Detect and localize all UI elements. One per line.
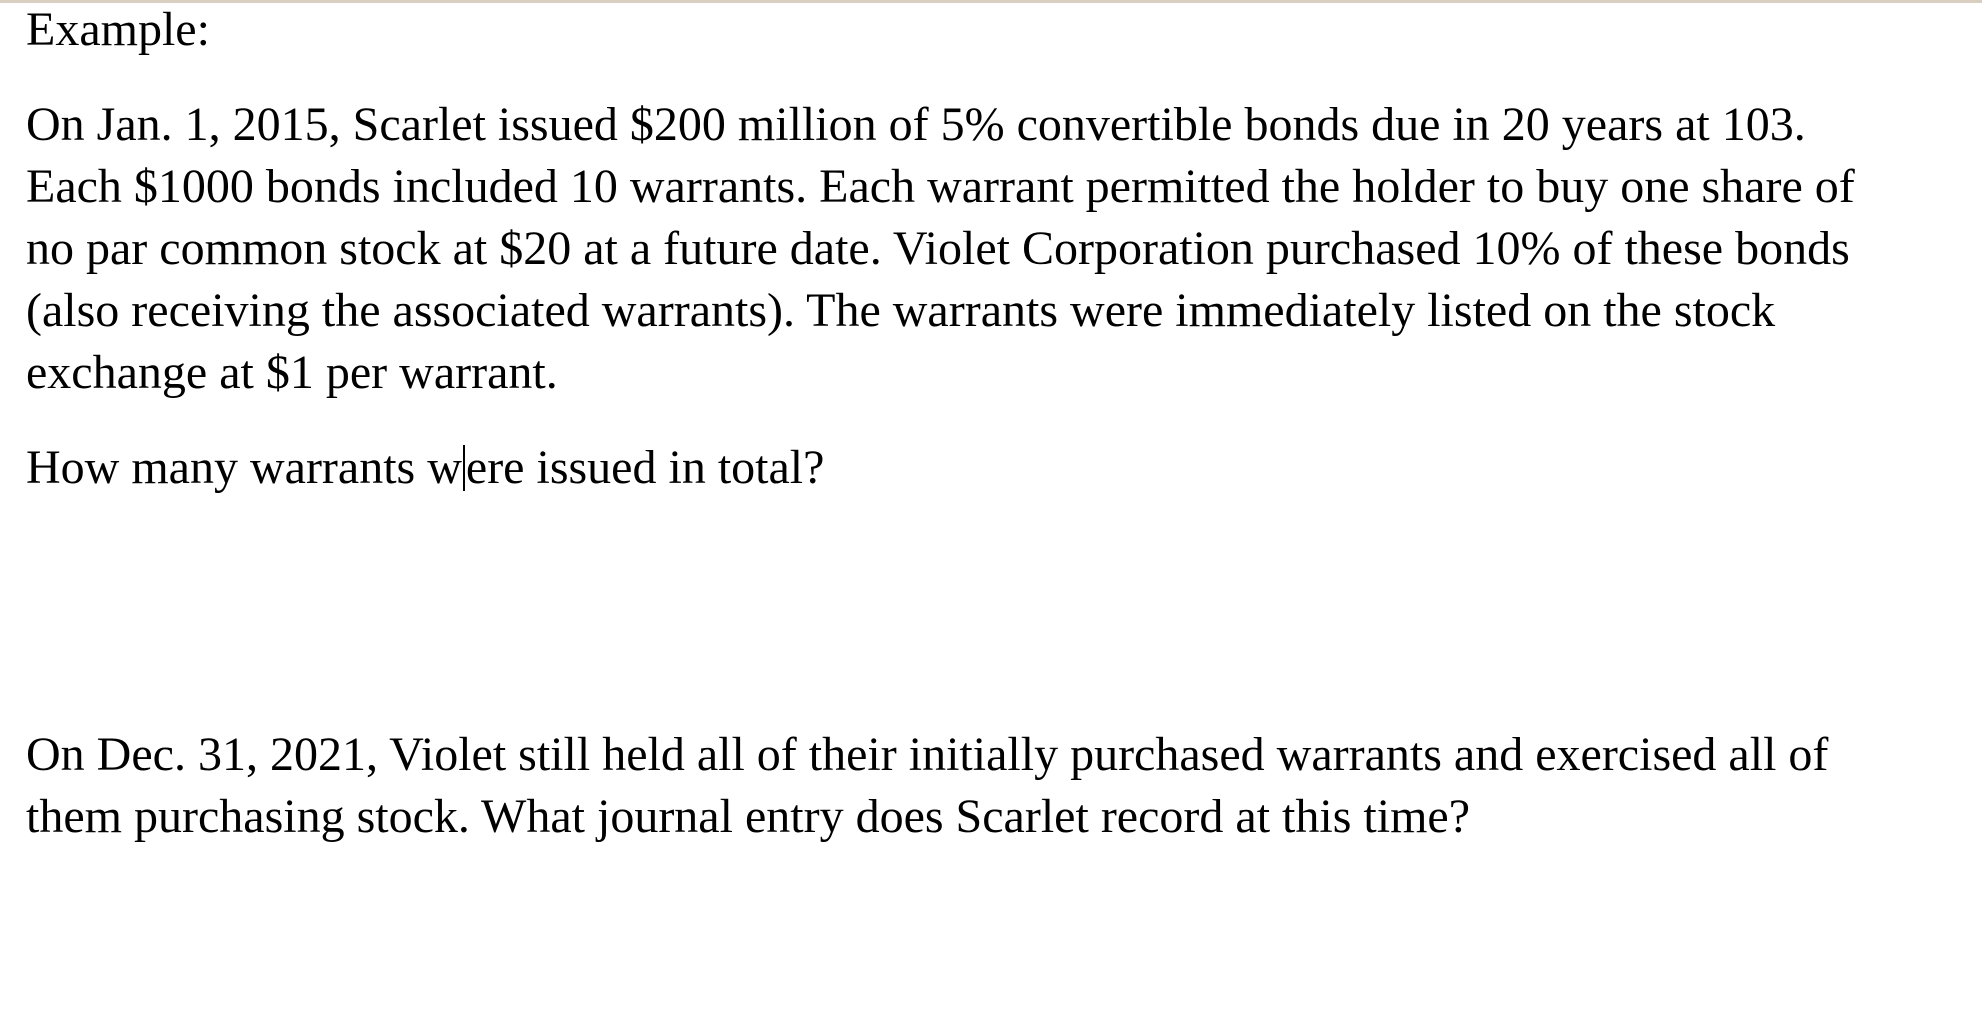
question-paragraph[interactable] — [26, 437, 1966, 499]
paragraph-line: no par common stock at $20 at a future date. Violet Corporation purchased 10% of these bonds — [26, 222, 1850, 275]
paragraph-line: (also receiving the associated warrants). The warrants were immediately listed on the stock — [26, 284, 1776, 337]
paragraph-line: On Dec. 31, 2021, Violet still held all of their initially purchased warrants and exercised all of — [26, 728, 1829, 781]
paragraph-line: Each $1000 bonds included 10 warrants. Each warrant permitted the holder to buy one share of — [26, 160, 1855, 213]
example-heading: Example: — [26, 3, 210, 56]
problem-paragraph[interactable] — [26, 94, 1966, 404]
window-top-border — [0, 0, 1982, 3]
question-text-after-cursor: ere issued in total? — [465, 441, 825, 494]
text-cursor — [463, 445, 465, 491]
followup-paragraph[interactable] — [26, 724, 1966, 848]
question-text-before-cursor: How many warrants w — [26, 441, 462, 494]
paragraph-line: On Jan. 1, 2015, Scarlet issued $200 million of 5% convertible bonds due in 20 years at 103. — [26, 98, 1806, 151]
paragraph-line: exchange at $1 per warrant. — [26, 346, 558, 399]
paragraph-line: them purchasing stock. What journal entry does Scarlet record at this time? — [26, 790, 1471, 843]
question-line — [26, 437, 1966, 499]
